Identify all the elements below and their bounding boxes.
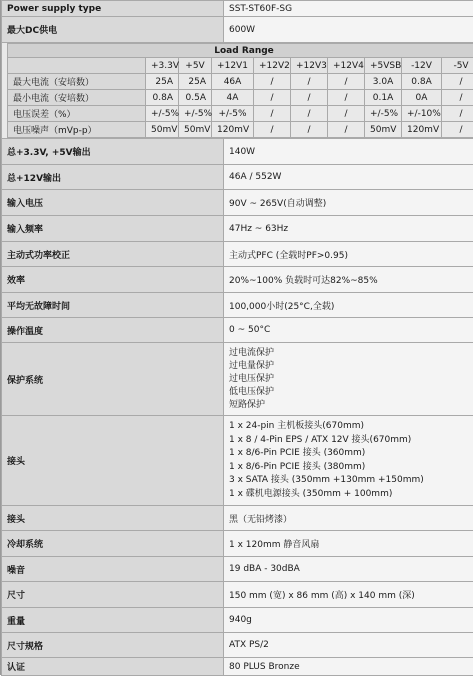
column-header: +12V2 [254, 58, 291, 74]
spec-value: SST-ST60F-SG [224, 1, 473, 17]
spec-value-list [224, 416, 473, 506]
table-cell: 25A [146, 74, 179, 90]
table-cell: / [254, 74, 291, 90]
column-header: +12V3 [291, 58, 328, 74]
column-header: +5V [179, 58, 212, 74]
spec-row [2, 506, 473, 531]
spec-value: 90V ~ 265V(自动调整) [224, 190, 473, 216]
row-label: 最大电流（安培数） [8, 74, 146, 90]
spec-row [2, 557, 473, 582]
spec-line: 过电压保护 [229, 373, 469, 386]
spec-row [2, 165, 473, 190]
table-cell: 0A [402, 90, 442, 106]
spec-line: 1 x 碟机电源接头 (350mm + 100mm) [229, 488, 469, 502]
table-cell: 3.0A [365, 74, 402, 90]
spec-row [2, 139, 473, 165]
spec-line: 短路保护 [229, 399, 469, 412]
spec-row-dc-output [2, 17, 473, 43]
column-header: +5VSB [365, 58, 402, 74]
spec-value: 19 dBA - 30dBA [224, 557, 473, 582]
load-range-row-voltage-noise [8, 122, 473, 138]
spec-table [1, 0, 473, 676]
table-cell: +/-5% [179, 106, 212, 122]
spec-label: 主动式功率校正 [2, 242, 224, 267]
table-cell: 0.8A [402, 74, 442, 90]
spec-label: 认证 [2, 658, 224, 676]
table-cell: / [328, 90, 365, 106]
row-label: 最小电流（安培数） [8, 90, 146, 106]
table-cell: / [254, 122, 291, 138]
table-cell: / [442, 106, 473, 122]
spec-row [2, 267, 473, 293]
table-cell: +/-5% [146, 106, 179, 122]
spec-row [2, 318, 473, 343]
table-cell: 50mV [365, 122, 402, 138]
spec-value: 600W [224, 17, 473, 43]
table-cell: 50mV [146, 122, 179, 138]
spec-label: 总+3.3V, +5V输出 [2, 139, 224, 165]
spec-label: 接头 [2, 416, 224, 506]
spec-label: 输入电压 [2, 190, 224, 216]
table-cell: / [442, 74, 473, 90]
spec-label: 效率 [2, 267, 224, 293]
spec-row [2, 216, 473, 242]
header-corner [8, 58, 146, 74]
spec-label: 重量 [2, 608, 224, 633]
table-cell: +/-5% [212, 106, 254, 122]
row-label: 电压噪声（mVp-p） [8, 122, 146, 138]
table-cell: / [328, 74, 365, 90]
spec-value: 150 mm (宽) x 86 mm (高) x 140 mm (深) [224, 582, 473, 608]
table-cell: 25A [179, 74, 212, 90]
spec-label: 平均无故障时间 [2, 293, 224, 318]
spec-line: 1 x 8/6-Pin PCIE 接头 (380mm) [229, 461, 469, 475]
spec-value-list [224, 343, 473, 416]
table-cell: / [328, 122, 365, 138]
column-header: -5V [442, 58, 473, 74]
spec-value: 100,000小时(25°C,全载) [224, 293, 473, 318]
spec-row-protection [2, 343, 473, 416]
table-cell: 4A [212, 90, 254, 106]
spec-value: 黑（无铅烤漆） [224, 506, 473, 531]
spec-line: 1 x 8/6-Pin PCIE 接头 (360mm) [229, 447, 469, 461]
spec-label: 输入频率 [2, 216, 224, 242]
table-cell: 120mV [402, 122, 442, 138]
load-range-row-voltage-tolerance [8, 106, 473, 122]
spec-label: Power supply type [2, 1, 224, 17]
spec-label: 保护系统 [2, 343, 224, 416]
table-cell: / [291, 74, 328, 90]
spec-label: 噪音 [2, 557, 224, 582]
spec-line: 3 x SATA 接头 (350mm +130mm +150mm) [229, 474, 469, 488]
table-cell: 0.5A [179, 90, 212, 106]
table-cell: / [291, 90, 328, 106]
spec-value: 140W [224, 139, 473, 165]
spec-value: 940g [224, 608, 473, 633]
column-header: +12V4 [328, 58, 365, 74]
spec-value: ATX PS/2 [224, 633, 473, 658]
column-header: -12V [402, 58, 442, 74]
spec-line: 1 x 24-pin 主机板接头(670mm) [229, 420, 469, 434]
table-cell: / [442, 90, 473, 106]
spec-row [2, 531, 473, 557]
spec-value: 47Hz ~ 63Hz [224, 216, 473, 242]
table-cell: / [291, 106, 328, 122]
spec-row [2, 633, 473, 658]
table-cell: / [254, 106, 291, 122]
spec-row [2, 582, 473, 608]
spec-label: 冷却系统 [2, 531, 224, 557]
spec-row [2, 242, 473, 267]
spec-row [2, 293, 473, 318]
table-cell: 120mV [212, 122, 254, 138]
table-cell: / [442, 122, 473, 138]
table-cell: / [291, 122, 328, 138]
load-range-row-max-current [8, 74, 473, 90]
table-cell: 50mV [179, 122, 212, 138]
table-cell: / [254, 90, 291, 106]
spec-value: 80 PLUS Bronze [224, 658, 473, 676]
spec-line: 1 x 8 / 4-Pin EPS / ATX 12V 接头(670mm) [229, 434, 469, 448]
table-cell: 0.1A [365, 90, 402, 106]
table-cell: +/-5% [365, 106, 402, 122]
spec-label: 尺寸 [2, 582, 224, 608]
load-range-row-min-current [8, 90, 473, 106]
load-range-title: Load Range [8, 44, 473, 58]
spec-row [2, 658, 473, 676]
column-header: +12V1 [212, 58, 254, 74]
column-header: +3.3V [146, 58, 179, 74]
spec-label: 接头 [2, 506, 224, 531]
spec-line: 低电压保护 [229, 386, 469, 399]
spec-label: 尺寸规格 [2, 633, 224, 658]
spec-row-psu-type [2, 1, 473, 17]
spec-row-connectors [2, 416, 473, 506]
row-label: 电压误差（%） [8, 106, 146, 122]
table-cell: +/-10% [402, 106, 442, 122]
spec-value: 46A / 552W [224, 165, 473, 190]
spec-value: 0 ~ 50°C [224, 318, 473, 343]
spec-row [2, 190, 473, 216]
table-cell: 46A [212, 74, 254, 90]
table-cell: 0.8A [146, 90, 179, 106]
load-range-table [7, 43, 473, 138]
load-range-row [2, 43, 473, 139]
spec-label: 总+12V输出 [2, 165, 224, 190]
spec-line: 过电量保护 [229, 360, 469, 373]
spec-row [2, 608, 473, 633]
spec-value: 20%~100% 负载时可达82%~85% [224, 267, 473, 293]
spec-line: 过电流保护 [229, 347, 469, 360]
load-range-header-row [8, 58, 473, 74]
table-cell: / [328, 106, 365, 122]
spec-label: 操作温度 [2, 318, 224, 343]
spec-value: 1 x 120mm 静音风扇 [224, 531, 473, 557]
load-range-cell [2, 43, 473, 139]
spec-value: 主动式PFC (全载时PF>0.95) [224, 242, 473, 267]
spec-label: 最大DC供电 [2, 17, 224, 43]
